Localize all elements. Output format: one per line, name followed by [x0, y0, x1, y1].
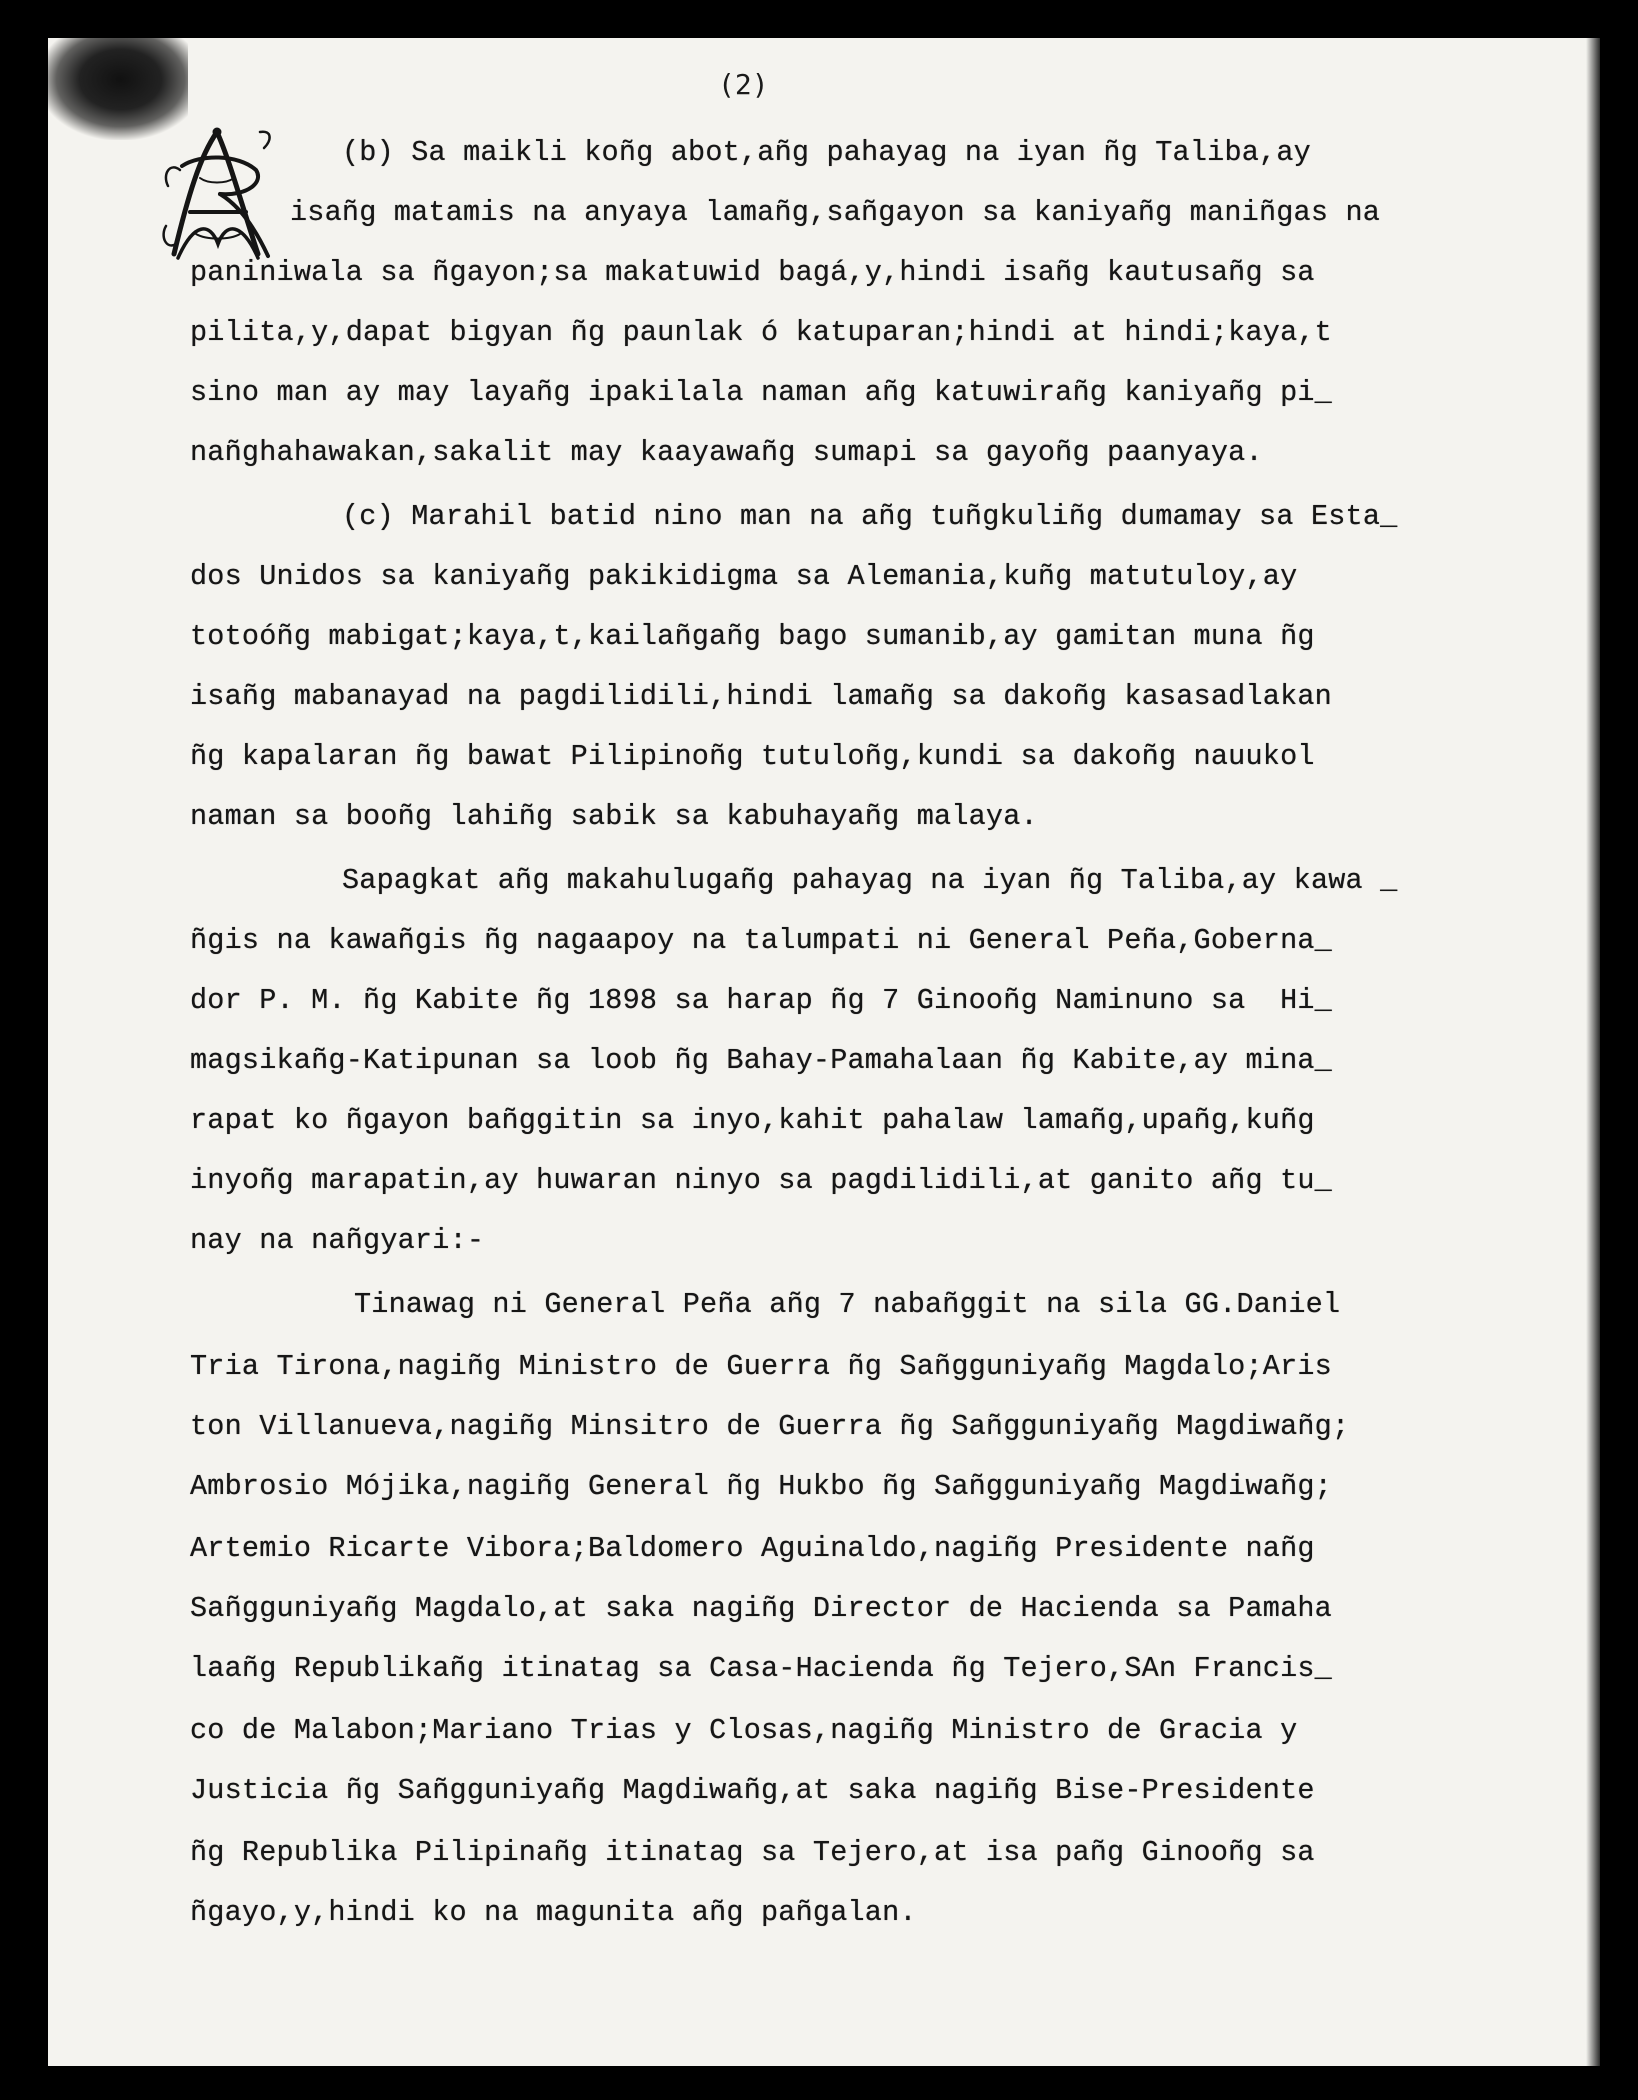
text-line: dor P. M. ñg Kabite ñg 1898 sa harap ñg 7 Ginooñg Naminuno sa Hi_	[190, 984, 1332, 1017]
text-line: totoóñg mabigat;kaya,t,kailañgañg bago sumanib,ay gamitan muna ñg	[190, 620, 1315, 653]
text-line: Sañgguniyañg Magdalo,at saka nagiñg Director de Hacienda sa Pamaha	[190, 1592, 1332, 1625]
text-line: isañg mabanayad na pagdilidili,hindi lamañg sa dakoñg kasasadlakan	[190, 680, 1332, 713]
text-line: ñgayo,y,hindi ko na magunita añg pañgalan.	[190, 1896, 917, 1929]
page-edge-shadow	[1586, 38, 1600, 2066]
page-number: (2)	[718, 68, 769, 101]
text-line: Ambrosio Mójika,nagiñg General ñg Hukbo ñg Sañgguniyañg Magdiwañg;	[190, 1470, 1332, 1503]
document-page	[48, 38, 1600, 2066]
text-line: dos Unidos sa kaniyañg pakikidigma sa Alemania,kuñg matutuloy,ay	[190, 560, 1298, 593]
text-line: Artemio Ricarte Vibora;Baldomero Aguinaldo,nagiñg Presidente nañg	[190, 1532, 1315, 1565]
ink-stain	[48, 38, 188, 140]
decorative-monogram-icon	[160, 126, 275, 264]
text-line: co de Malabon;Mariano Trias y Closas,nagiñg Ministro de Gracia y	[190, 1714, 1298, 1747]
text-line: ton Villanueva,nagiñg Minsitro de Guerra ñg Sañgguniyañg Magdiwañg;	[190, 1410, 1350, 1443]
text-line: isañg matamis na anyaya lamañg,sañgayon sa kaniyañg maniñgas na	[290, 196, 1381, 229]
text-line: (b) Sa maikli koñg abot,añg pahayag na iyan ñg Taliba,ay	[342, 136, 1311, 169]
text-line: magsikañg-Katipunan sa loob ñg Bahay-Pamahalaan ñg Kabite,ay mina_	[190, 1044, 1332, 1077]
text-line: laañg Republikañg itinatag sa Casa-Hacienda ñg Tejero,SAn Francis_	[190, 1652, 1332, 1685]
text-line: naman sa booñg lahiñg sabik sa kabuhayañg malaya.	[190, 800, 1038, 833]
text-line: sino man ay may layañg ipakilala naman añg katuwirañg kaniyañg pi_	[190, 376, 1332, 409]
text-line: ñgis na kawañgis ñg nagaapoy na talumpati ni General Peña,Goberna_	[190, 924, 1332, 957]
text-line: Tria Tirona,nagiñg Ministro de Guerra ñg Sañgguniyañg Magdalo;Aris	[190, 1350, 1332, 1383]
text-line: nay na nañgyari:-	[190, 1224, 485, 1257]
text-line: rapat ko ñgayon bañggitin sa inyo,kahit pahalaw lamañg,upañg,kuñg	[190, 1104, 1315, 1137]
text-line: pilita,y,dapat bigyan ñg paunlak ó katuparan;hindi at hindi;kaya,t	[190, 316, 1332, 349]
text-line: paniniwala sa ñgayon;sa makatuwid bagá,y,hindi isañg kautusañg sa	[190, 256, 1315, 289]
text-line: Sapagkat añg makahulugañg pahayag na iyan ñg Taliba,ay kawa _	[342, 864, 1398, 897]
text-line: Tinawag ni General Peña añg 7 nabañggit na sila GG.Daniel	[354, 1288, 1341, 1321]
text-line: ñg Republika Pilipinañg itinatag sa Tejero,at isa pañg Ginooñg sa	[190, 1836, 1315, 1869]
text-line: (c) Marahil batid nino man na añg tuñgkuliñg dumamay sa Esta_	[342, 500, 1398, 533]
text-line: ñg kapalaran ñg bawat Pilipinoñg tutuloñg,kundi sa dakoñg nauukol	[190, 740, 1315, 773]
text-line: inyoñg marapatin,ay huwaran ninyo sa pagdilidili,at ganito añg tu_	[190, 1164, 1332, 1197]
text-line: nañghahawakan,sakalit may kaayawañg sumapi sa gayoñg paanyaya.	[190, 436, 1263, 469]
text-line: Justicia ñg Sañgguniyañg Magdiwañg,at saka nagiñg Bise-Presidente	[190, 1774, 1315, 1807]
